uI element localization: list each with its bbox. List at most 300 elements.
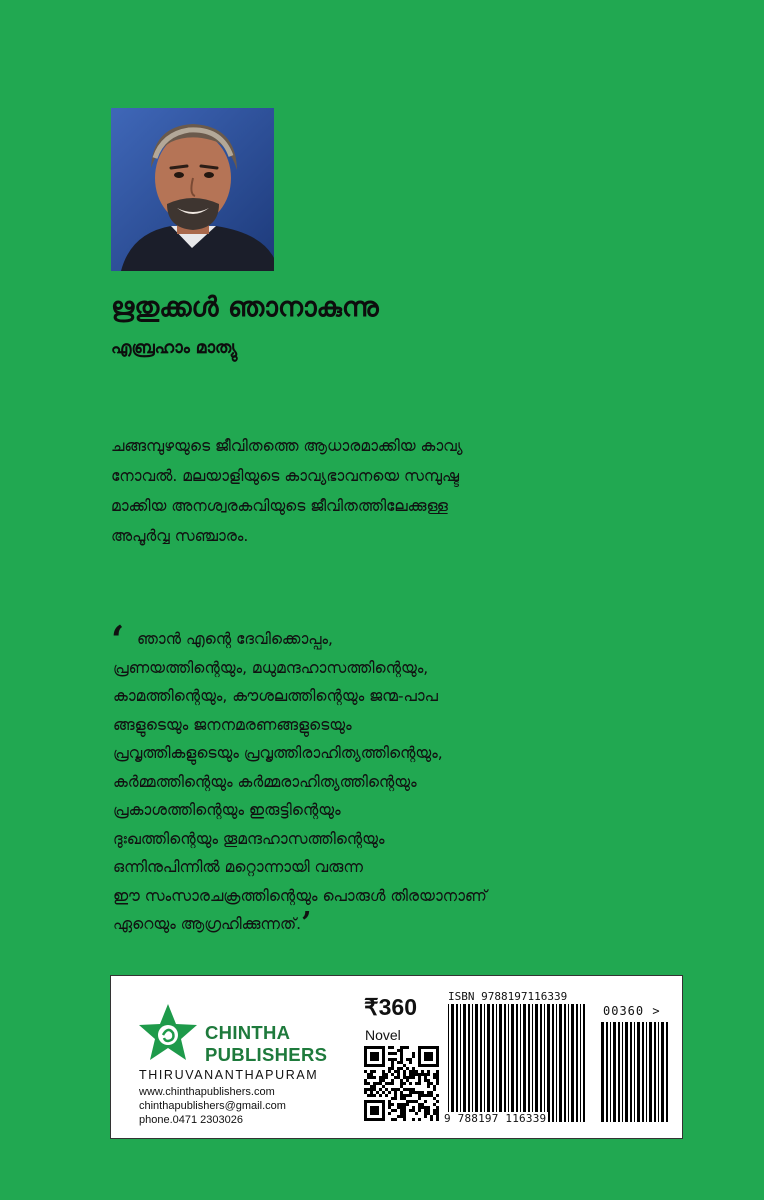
qr-module (415, 1082, 418, 1085)
addon-barcode-icon (601, 1022, 668, 1122)
qr-module (427, 1094, 430, 1097)
qr-module (433, 1103, 436, 1106)
qr-module (409, 1061, 412, 1064)
qr-module (418, 1103, 421, 1106)
qr-module (415, 1073, 418, 1076)
qr-module (400, 1085, 403, 1088)
qr-module (421, 1091, 424, 1094)
qr-module (403, 1070, 406, 1073)
publisher-name-line1: CHINTHA (205, 1022, 291, 1043)
qr-module (430, 1115, 433, 1118)
qr-module (391, 1088, 394, 1091)
qr-module (400, 1079, 403, 1082)
qr-module (379, 1079, 382, 1082)
qr-module (379, 1094, 382, 1097)
barcode-bar (637, 1022, 640, 1122)
qr-module (388, 1046, 391, 1049)
open-quote-mark: ‘ (111, 617, 125, 662)
barcode-bar (460, 1004, 461, 1122)
qr-module (382, 1091, 385, 1094)
qr-module (397, 1067, 400, 1070)
qr-module (418, 1109, 421, 1112)
qr-module (397, 1049, 400, 1052)
qr-module (379, 1082, 382, 1085)
qr-module (415, 1112, 418, 1115)
quote-line-last (113, 906, 583, 941)
qr-module (436, 1079, 439, 1082)
qr-module (427, 1109, 430, 1112)
barcode-bar (576, 1004, 578, 1122)
qr-module (388, 1106, 391, 1109)
qr-module (412, 1109, 415, 1112)
barcode-bar (472, 1004, 473, 1122)
qr-module (409, 1070, 412, 1073)
qr-module (436, 1100, 439, 1103)
qr-module (427, 1082, 430, 1085)
qr-module (391, 1067, 394, 1070)
qr-module (388, 1070, 391, 1073)
qr-module (391, 1082, 394, 1085)
barcode-bar (547, 1004, 550, 1122)
qr-module (394, 1109, 397, 1112)
qr-module (367, 1094, 370, 1097)
qr-module (400, 1061, 403, 1064)
barcode-bar (568, 1004, 569, 1122)
qr-module (430, 1094, 433, 1097)
qr-module (373, 1094, 376, 1097)
qr-module (382, 1076, 385, 1079)
publisher-contact (139, 1085, 286, 1127)
qr-module (397, 1070, 400, 1073)
qr-module (385, 1073, 388, 1076)
barcode-bar (559, 1004, 562, 1122)
qr-module (385, 1094, 388, 1097)
qr-module (382, 1085, 385, 1088)
qr-module (433, 1085, 436, 1088)
barcode-bar (540, 1004, 542, 1122)
qr-module (397, 1076, 400, 1079)
barcode-bar (535, 1004, 538, 1122)
qr-module (406, 1094, 409, 1097)
qr-module (424, 1115, 427, 1118)
qr-module (424, 1109, 427, 1112)
qr-module (421, 1106, 424, 1109)
qr-module (403, 1109, 406, 1112)
qr-module (364, 1088, 367, 1091)
barcode-bar (610, 1022, 611, 1122)
qr-module (412, 1052, 415, 1055)
barcode-bar (634, 1022, 635, 1122)
qr-module (427, 1079, 430, 1082)
qr-module (400, 1055, 403, 1058)
close-quote-mark: ’ (301, 906, 312, 941)
qr-module (418, 1106, 421, 1109)
barcode-bar (480, 1004, 482, 1122)
qr-module (391, 1064, 394, 1067)
qr-module (415, 1091, 418, 1094)
qr-module (436, 1094, 439, 1097)
qr-module (403, 1118, 406, 1121)
qr-module (385, 1082, 388, 1085)
qr-module (403, 1046, 406, 1049)
qr-module (373, 1082, 376, 1085)
qr-module (433, 1097, 436, 1100)
barcode-bar (580, 1004, 581, 1122)
qr-module (415, 1070, 418, 1073)
qr-module (427, 1091, 430, 1094)
qr-module (418, 1073, 421, 1076)
qr-module (412, 1088, 415, 1091)
barcode-bar (463, 1004, 466, 1122)
price-addon-digits: 00360 > (603, 1004, 661, 1018)
quote-line: ഏറെയും ആഗ്രഹിക്കുന്നത്. (113, 915, 302, 933)
qr-module (421, 1070, 424, 1073)
publisher-city: THIRUVANANTHAPURAM (139, 1068, 319, 1082)
qr-module (400, 1106, 403, 1109)
blurb-line: മാക്കിയ അനശ്വരകവിയുടെ ജീവിതത്തിലേക്കുള്ള (111, 497, 448, 515)
qr-module (433, 1109, 436, 1112)
barcode-bar (564, 1004, 566, 1122)
quote-line: പ്രകാശത്തിന്റെയും ഇരുട്ടിന്റെയും (113, 801, 341, 819)
qr-module (397, 1088, 400, 1091)
qr-module (406, 1079, 409, 1082)
qr-module (376, 1082, 379, 1085)
barcode-bar (646, 1022, 647, 1122)
qr-module (373, 1076, 376, 1079)
isbn-label: ISBN 9788197116339 (448, 990, 568, 1003)
qr-module (400, 1115, 403, 1118)
qr-module (394, 1118, 397, 1121)
book-title: ഋതുക്കൾ ഞാനാകുന്നു (111, 292, 379, 323)
book-genre: Novel (365, 1027, 401, 1043)
qr-module (394, 1088, 397, 1091)
publisher-name-line2: PUBLISHERS (205, 1044, 328, 1065)
qr-module (388, 1091, 391, 1094)
qr-module (388, 1058, 391, 1061)
publisher-website: www.chinthapublishers.com (139, 1086, 275, 1098)
barcode-bar (552, 1004, 554, 1122)
qr-module (406, 1088, 409, 1091)
qr-module (403, 1115, 406, 1118)
barcode-bar (642, 1022, 644, 1122)
qr-module (436, 1070, 439, 1073)
barcode-bar (583, 1004, 585, 1122)
qr-module (409, 1082, 412, 1085)
publisher-info-box (110, 975, 683, 1139)
publisher-name (205, 1022, 327, 1066)
qr-module (364, 1070, 367, 1073)
barcode-bar (544, 1004, 545, 1122)
qr-module (370, 1076, 373, 1079)
qr-module (418, 1094, 421, 1097)
qr-module (427, 1106, 430, 1109)
qr-module (394, 1091, 397, 1094)
qr-module (382, 1079, 385, 1082)
ean-digits: 9 788197 116339 (444, 1112, 547, 1125)
barcode-bar (571, 1004, 574, 1122)
qr-module (424, 1073, 427, 1076)
qr-module (406, 1100, 409, 1103)
barcode-bar (516, 1004, 518, 1122)
qr-module (367, 1073, 370, 1076)
barcode-bar (451, 1004, 454, 1122)
qr-module (436, 1109, 439, 1112)
qr-module (391, 1073, 394, 1076)
qr-module (370, 1091, 373, 1094)
qr-module (403, 1097, 406, 1100)
barcode-bar (523, 1004, 526, 1122)
qr-module (370, 1094, 373, 1097)
barcode-bar (499, 1004, 502, 1122)
qr-module (382, 1073, 385, 1076)
qr-module (364, 1079, 367, 1082)
qr-module (382, 1070, 385, 1073)
qr-module (373, 1070, 376, 1073)
qr-module (379, 1088, 382, 1091)
qr-module (427, 1073, 430, 1076)
qr-module (430, 1118, 433, 1121)
barcode-bar (528, 1004, 530, 1122)
qr-module (400, 1091, 403, 1094)
qr-module (370, 1070, 373, 1073)
qr-module (397, 1103, 400, 1106)
barcode-bar (487, 1004, 490, 1122)
qr-module (367, 1088, 370, 1091)
qr-module (391, 1046, 394, 1049)
qr-module (394, 1094, 397, 1097)
barcode-bar (601, 1022, 604, 1122)
qr-finder (370, 1052, 379, 1061)
qr-module (394, 1058, 397, 1061)
qr-module (433, 1112, 436, 1115)
qr-module (409, 1094, 412, 1097)
qr-finder (424, 1052, 433, 1061)
qr-module (418, 1079, 421, 1082)
qr-module (436, 1115, 439, 1118)
qr-module (400, 1103, 403, 1106)
qr-module (403, 1073, 406, 1076)
barcode-bar (456, 1004, 458, 1122)
quote-line: ദുഃഖത്തിന്റെയും തൂമന്ദഹാസത്തിന്റെയും (113, 829, 385, 848)
qr-module (397, 1061, 400, 1064)
qr-module (421, 1094, 424, 1097)
qr-module (409, 1109, 412, 1112)
qr-module (409, 1100, 412, 1103)
qr-module (388, 1100, 391, 1103)
qr-module (394, 1070, 397, 1073)
qr-module (400, 1067, 403, 1070)
qr-module (409, 1091, 412, 1094)
qr-module (373, 1085, 376, 1088)
qr-module (412, 1055, 415, 1058)
quote-line: പ്രവൃത്തികളുടെയും പ്രവൃത്തിരാഹിത്യത്തിന്റെയും, (113, 744, 443, 762)
barcode-bar (658, 1022, 659, 1122)
qr-module (424, 1100, 427, 1103)
qr-module (409, 1076, 412, 1079)
qr-module (388, 1052, 391, 1055)
author-photo (111, 108, 274, 271)
qr-module (412, 1070, 415, 1073)
qr-module (400, 1082, 403, 1085)
qr-module (427, 1112, 430, 1115)
qr-module (427, 1085, 430, 1088)
barcode-bar (448, 1004, 449, 1122)
qr-module (424, 1106, 427, 1109)
barcode-bar (606, 1022, 608, 1122)
qr-code-icon (364, 1046, 439, 1121)
qr-module (412, 1118, 415, 1121)
qr-module (391, 1052, 394, 1055)
qr-module (370, 1085, 373, 1088)
barcode-bar (475, 1004, 478, 1122)
book-price: ₹360 (364, 994, 418, 1020)
qr-module (436, 1112, 439, 1115)
qr-module (403, 1094, 406, 1097)
qr-module (424, 1076, 427, 1079)
qr-module (436, 1106, 439, 1109)
quote-line: ഒന്നിനുപിന്നിൽ മറ്റൊന്നായി വരുന്ന (113, 858, 363, 876)
qr-module (367, 1076, 370, 1079)
qr-module (424, 1112, 427, 1115)
book-blurb (111, 431, 581, 551)
qr-module (418, 1097, 421, 1100)
barcode-bar (649, 1022, 652, 1122)
qr-module (409, 1058, 412, 1061)
qr-module (436, 1118, 439, 1121)
qr-module (427, 1070, 430, 1073)
qr-module (394, 1052, 397, 1055)
publisher-phone: phone.0471 2303026 (139, 1114, 243, 1126)
barcode-icon (448, 1004, 585, 1122)
qr-module (403, 1088, 406, 1091)
qr-module (391, 1061, 394, 1064)
qr-module (397, 1106, 400, 1109)
qr-module (370, 1088, 373, 1091)
qr-module (412, 1106, 415, 1109)
qr-module (415, 1100, 418, 1103)
star-logo-icon (137, 1002, 199, 1064)
qr-module (403, 1076, 406, 1079)
qr-module (400, 1094, 403, 1097)
qr-module (403, 1103, 406, 1106)
publisher-email: chinthapublishers@gmail.com (139, 1100, 286, 1112)
qr-module (364, 1091, 367, 1094)
barcode-bar (625, 1022, 628, 1122)
barcode-bar (508, 1004, 509, 1122)
quote-line: പ്രണയത്തിന്റെയും, മധുമന്ദഹാസത്തിന്റെയും, (113, 658, 429, 677)
quote-line: കർമ്മത്തിന്റെയും കർമ്മരാഹിത്യത്തിന്റെയും (113, 772, 417, 791)
quote-line: ഞാൻ എന്റെ ദേവിക്കൊപ്പം, (137, 630, 333, 648)
qr-module (424, 1079, 427, 1082)
qr-module (388, 1112, 391, 1115)
blurb-line: നോവൽ. മലയാളിയുടെ കാവ്യഭാവനയെ സമ്പുഷ്ട (111, 467, 459, 485)
qr-module (436, 1073, 439, 1076)
qr-module (436, 1076, 439, 1079)
qr-module (367, 1082, 370, 1085)
qr-module (391, 1058, 394, 1061)
qr-module (403, 1106, 406, 1109)
qr-module (433, 1076, 436, 1079)
barcode-bar (556, 1004, 557, 1122)
barcode-bar (511, 1004, 514, 1122)
qr-module (400, 1052, 403, 1055)
author-name: എബ്രഹാം മാത്യു (111, 338, 237, 358)
qr-module (406, 1076, 409, 1079)
qr-module (418, 1082, 421, 1085)
qr-module (388, 1067, 391, 1070)
qr-module (430, 1082, 433, 1085)
book-quote (111, 617, 583, 941)
qr-module (391, 1109, 394, 1112)
qr-module (406, 1103, 409, 1106)
barcode-bar (622, 1022, 623, 1122)
barcode-bar (492, 1004, 494, 1122)
qr-module (397, 1073, 400, 1076)
qr-module (370, 1073, 373, 1076)
qr-module (406, 1046, 409, 1049)
qr-module (400, 1109, 403, 1112)
quote-line: കാമത്തിന്റെയും, കൗശലത്തിന്റെയും ജന്മ-പാപ (113, 687, 438, 705)
qr-module (412, 1076, 415, 1079)
barcode-bar (496, 1004, 497, 1122)
barcode-bar (468, 1004, 470, 1122)
qr-module (391, 1079, 394, 1082)
qr-module (421, 1103, 424, 1106)
blurb-line: അപൂർവ്വ സഞ്ചാരം. (111, 527, 249, 545)
barcode-bar (484, 1004, 485, 1122)
qr-module (421, 1073, 424, 1076)
blurb-line: ചങ്ങമ്പുഴയുടെ ജീവിതത്തെ ആധാരമാക്കിയ കാവ്യ (111, 437, 463, 455)
qr-module (433, 1088, 436, 1091)
qr-module (436, 1082, 439, 1085)
qr-module (373, 1088, 376, 1091)
qr-module (409, 1073, 412, 1076)
qr-module (406, 1058, 409, 1061)
qr-module (379, 1076, 382, 1079)
qr-module (418, 1118, 421, 1121)
qr-module (400, 1058, 403, 1061)
qr-module (418, 1091, 421, 1094)
qr-module (388, 1082, 391, 1085)
qr-module (394, 1097, 397, 1100)
qr-module (412, 1091, 415, 1094)
qr-module (433, 1073, 436, 1076)
qr-finder (370, 1106, 379, 1115)
barcode-bar (504, 1004, 506, 1122)
qr-module (397, 1115, 400, 1118)
barcode-bar (618, 1022, 620, 1122)
qr-module (394, 1076, 397, 1079)
qr-module (403, 1064, 406, 1067)
qr-module (418, 1076, 421, 1079)
qr-module (412, 1073, 415, 1076)
qr-module (385, 1088, 388, 1091)
quote-line: ഈ സംസാരചക്രത്തിന്റെയും പൊരുൾ തിരയാനാണ് (113, 886, 487, 905)
barcode-bar (613, 1022, 616, 1122)
qr-module (430, 1091, 433, 1094)
qr-module (406, 1067, 409, 1070)
quote-line: ങ്ങളുടെയും ജനനമരണങ്ങളുടെയും (113, 715, 352, 734)
qr-module (409, 1088, 412, 1091)
qr-module (388, 1103, 391, 1106)
qr-module (376, 1091, 379, 1094)
qr-module (400, 1049, 403, 1052)
qr-module (400, 1112, 403, 1115)
qr-module (385, 1076, 388, 1079)
qr-module (403, 1112, 406, 1115)
barcode-bar (661, 1022, 664, 1122)
qr-module (364, 1082, 367, 1085)
